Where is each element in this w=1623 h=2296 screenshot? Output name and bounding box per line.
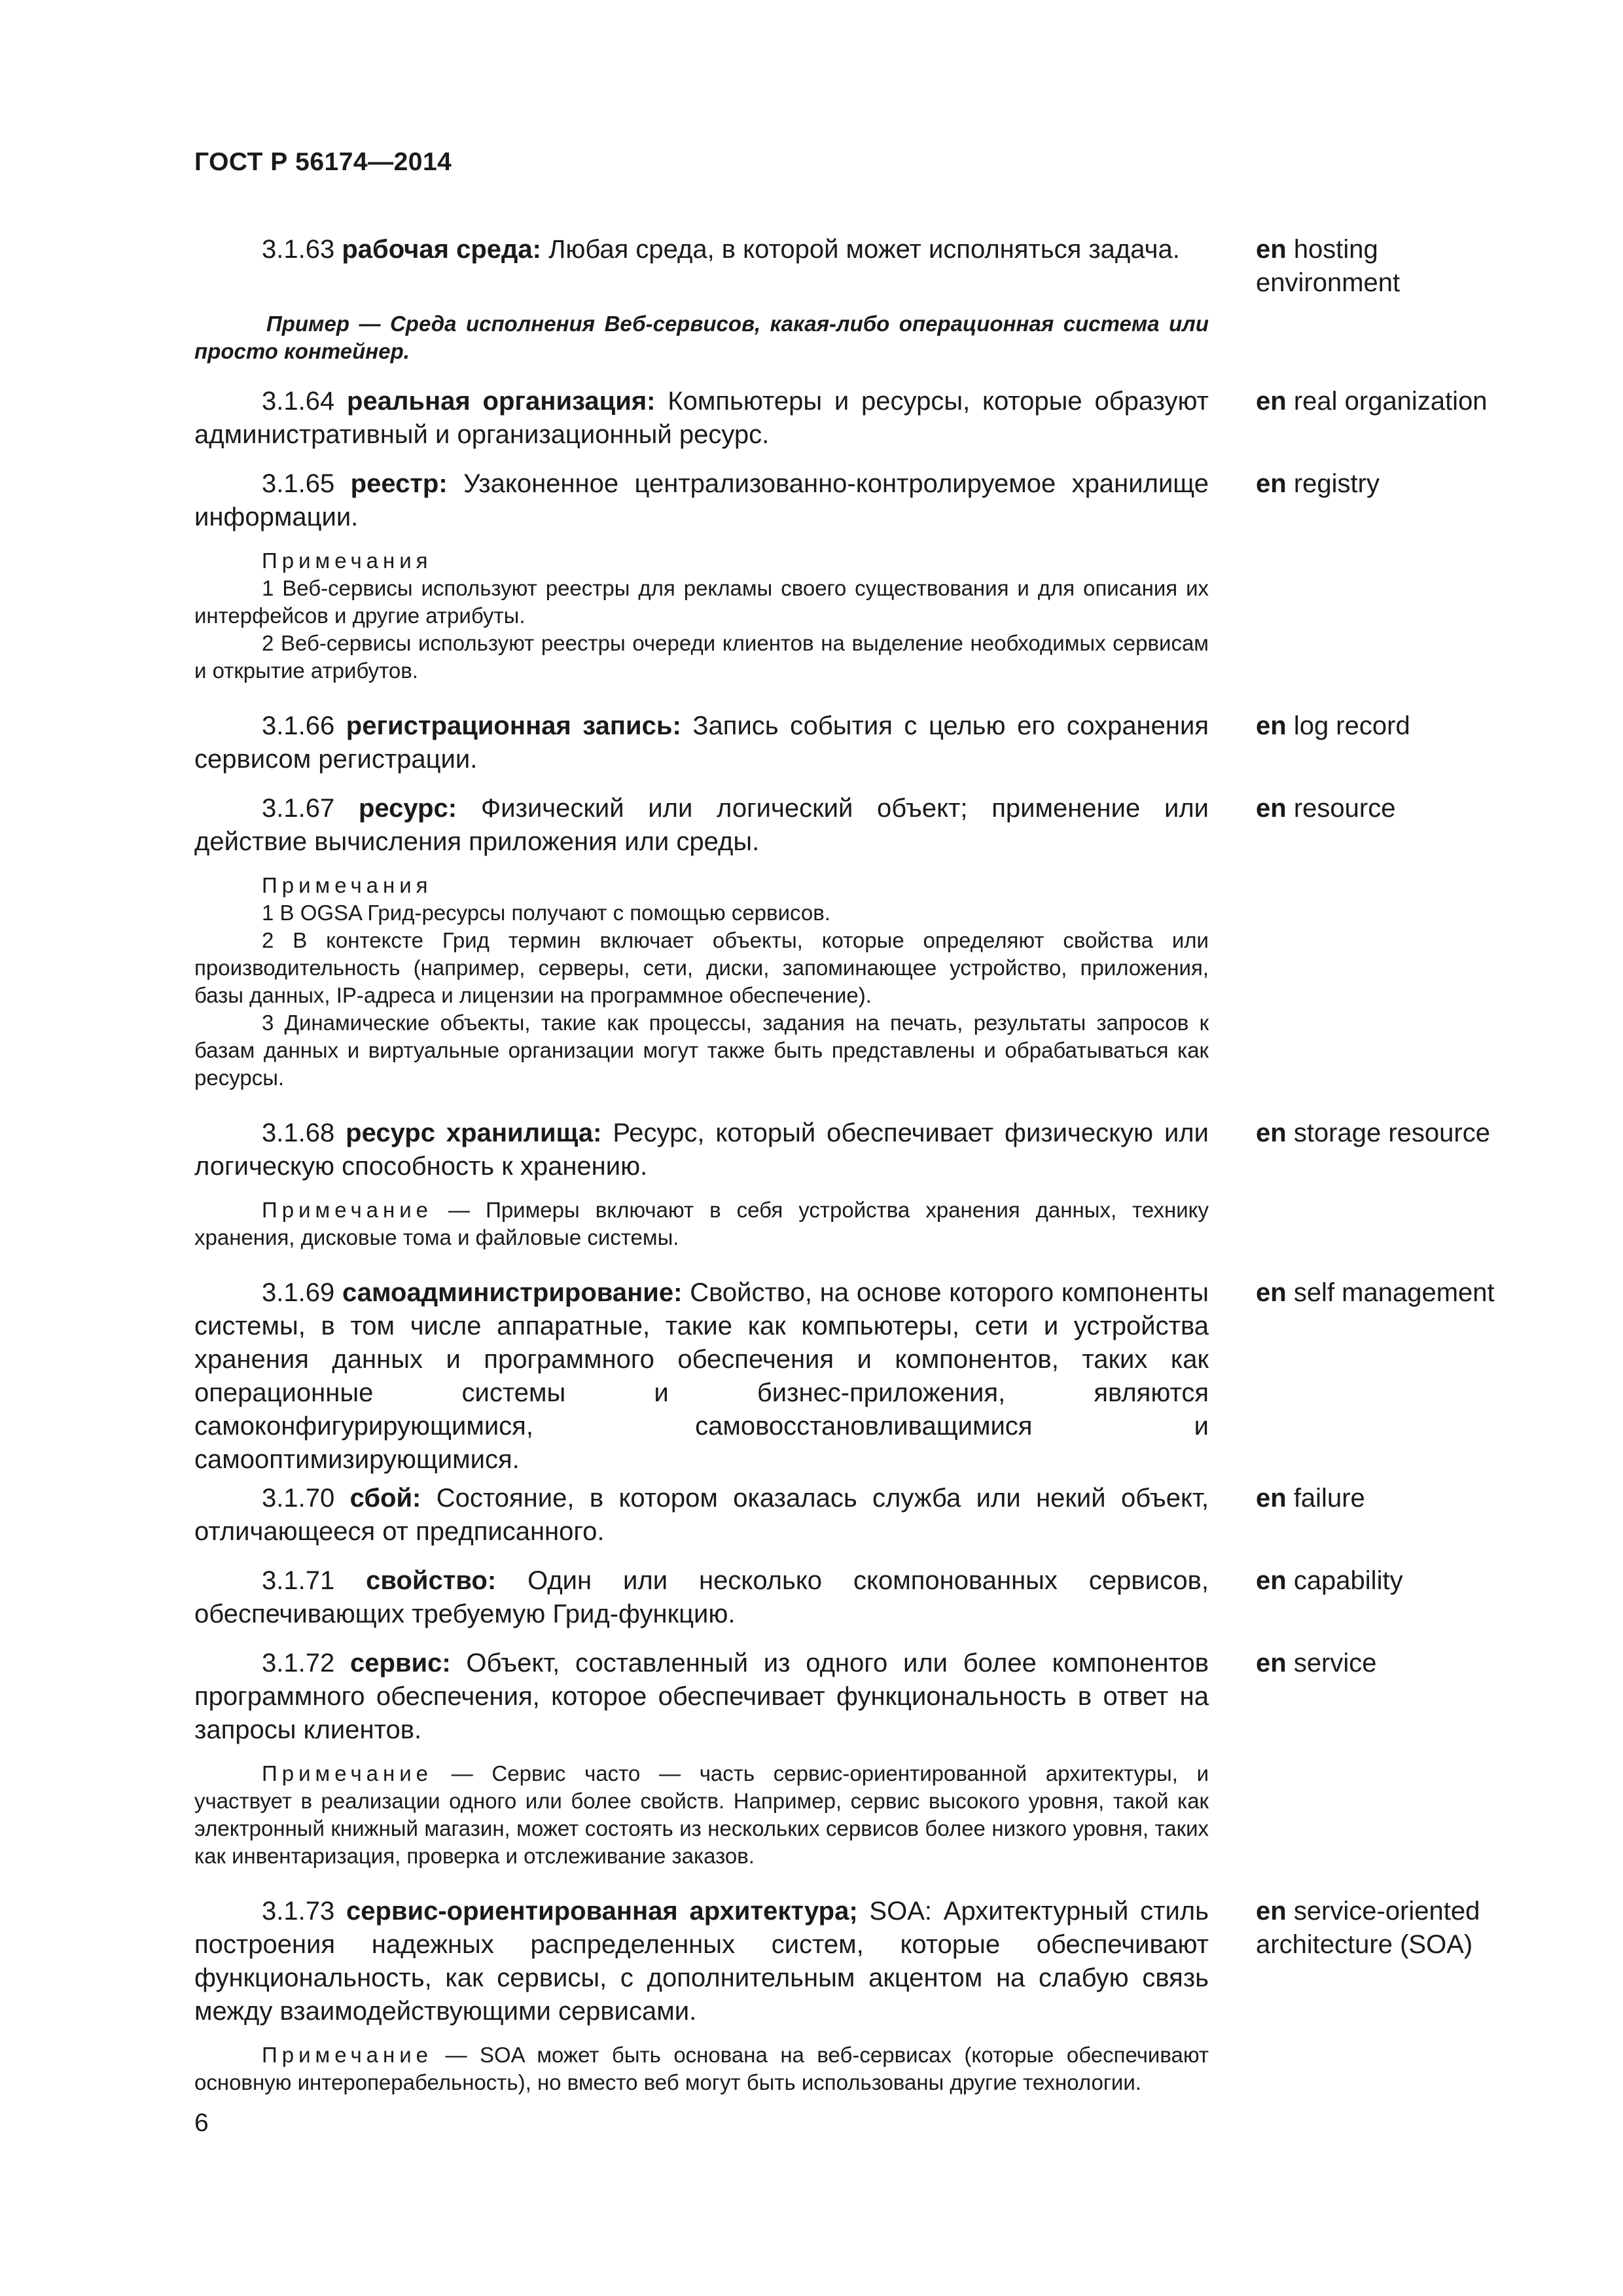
english-equivalent: en self management [1256,1278,1495,1307]
term-name: сервис-ориентированная архитектура; [346,1897,858,1926]
term-name: реестр: [350,469,448,498]
english-equivalent: en registry [1256,469,1380,498]
english-equivalent: en service [1256,1649,1377,1677]
term-name: реальная организация: [347,387,656,416]
note-item: 1 В OGSA Грид-ресурсы получают с помощью сервисов. [262,901,830,925]
note-item: Примечание — SOA может быть основана на веб-сервисах (которые обеспечивают основную интероперабельность), но вместо веб могут быть использованы другие технологии. [194,2043,1209,2094]
english-equivalent: en resource [1256,794,1396,823]
term-definition: 3.1.69 самоадминистрирование: Свойство, на основе которого компоненты системы, в том числе аппаратные, такие как компьютеры, сети и устройства хранения данных и программного обеспечения и компонентов, таких как операционные системы и бизнес-приложения, являются самоконфигурирующимися, самовосстановливащимися и самооптимизирующимися. [194,1278,1209,1474]
english-equivalent: en log record [1256,711,1410,740]
note-item: 1 Веб-сервисы используют реестры для рекламы своего существования и для описания их интерфейсов и другие атрибуты. [194,576,1209,628]
term-entry-3-1-68 [194,1117,1529,1251]
term-entry-3-1-64 [194,385,1529,452]
english-equivalent: en storage resource [1256,1119,1490,1147]
note-item: Примечание — Сервис часто — часть сервис-ориентированной архитектуры, и участвует в реализации одного или более свойств. Например, сервис высокого уровня, такой как электронный книжный магазин, может состоять из нескольких сервисов более низкого уровня, таких как инвентаризация, проверка и отслеживание заказов. [194,1761,1209,1868]
term-entry-3-1-71 [194,1564,1529,1631]
note-item: 2 В контексте Грид термин включает объекты, которые определяют свойства или производительность (например, серверы, сети, диски, запоминающее устройство, приложения, базы данных, IP-адреса и лицензии на программное обеспечение). [194,928,1209,1007]
note-item: 3 Динамические объекты, такие как процессы, задания на печать, результаты запросов к базам данных и виртуальные организации могут также быть представлены и обрабатываться как ресурсы. [194,1011,1209,1090]
document-code: ГОСТ Р 56174—2014 [194,148,452,176]
terms-content [194,233,1529,2096]
term-name: рабочая среда: [342,235,541,264]
term-entry-3-1-69 [194,1276,1529,1477]
term-definition: 3.1.72 сервис: Объект, составленный из одного или более компонентов программного обеспечения, которое обеспечивает функциональность в ответ на запросы клиентов. [194,1649,1209,1744]
term-entry-3-1-70 [194,1482,1529,1549]
english-equivalent: en capability [1256,1566,1403,1595]
term-definition: 3.1.63 рабочая среда: Любая среда, в которой может исполняться задача. [262,235,1180,264]
term-name: самоадминистрирование: [342,1278,683,1307]
term-name: свойство: [366,1566,497,1595]
page-number: 6 [194,2109,209,2137]
english-equivalent: en hosting environment [1256,235,1400,297]
term-entry-3-1-63 [194,233,1529,300]
term-example: Пример — Среда исполнения Веб-сервисов, какая-либо операционная система или просто контейнер. [194,312,1209,363]
term-name: ресурс хранилища: [346,1119,602,1147]
term-name: ресурс: [358,794,457,823]
term-entry-3-1-66 [194,709,1529,776]
term-entry-3-1-65 [194,467,1529,685]
note-item: Примечание — Примеры включают в себя устройства хранения данных, технику хранения, дисковые тома и файловые системы. [194,1198,1209,1249]
term-name: сбой: [349,1484,421,1513]
notes-heading: Примечания [262,548,433,573]
english-equivalent: en service-oriented architecture (SOA) [1256,1897,1480,1959]
term-definition: 3.1.64 реальная организация: Компьютеры и ресурсы, которые образуют административный и организационный ресурс. [194,387,1209,449]
term-definition: 3.1.65 реестр: Узаконенное централизованно-контролируемое хранилище информации. [194,469,1209,531]
note-item: 2 Веб-сервисы используют реестры очереди клиентов на выделение необходимых сервисам и открытие атрибутов. [194,631,1209,683]
notes-heading: Примечания [262,873,433,897]
term-definition: 3.1.66 регистрационная запись: Запись события с целью его сохранения сервисом регистрации. [194,711,1209,774]
term-definition: 3.1.68 ресурс хранилища: Ресурс, который обеспечивает физическую или логическую способность к хранению. [194,1119,1209,1181]
term-name: сервис: [349,1649,451,1677]
term-definition: 3.1.67 ресурс: Физический или логический объект; применение или действие вычисления приложения или среды. [194,794,1209,856]
term-definition: 3.1.73 сервис-ориентированная архитектура; SOA: Архитектурный стиль построения надежных распределенных систем, которые обеспечивают функциональность, как сервисы, с дополнительным акцентом на слабую связь между взаимодействующими сервисами. [194,1897,1209,2026]
term-definition: 3.1.70 сбой: Состояние, в котором оказалась служба или некий объект, отличающееся от предписанного. [194,1484,1209,1546]
term-name: регистрационная запись: [346,711,681,740]
english-equivalent: en failure [1256,1484,1365,1513]
term-entry-3-1-67 [194,792,1529,1092]
term-entry-3-1-73 [194,1895,1529,2096]
term-entry-3-1-72 [194,1647,1529,1870]
term-definition: 3.1.71 свойство: Один или несколько скомпонованных сервисов, обеспечивающих требуемую Грид-функцию. [194,1566,1209,1628]
english-equivalent: en real organization [1256,387,1488,416]
